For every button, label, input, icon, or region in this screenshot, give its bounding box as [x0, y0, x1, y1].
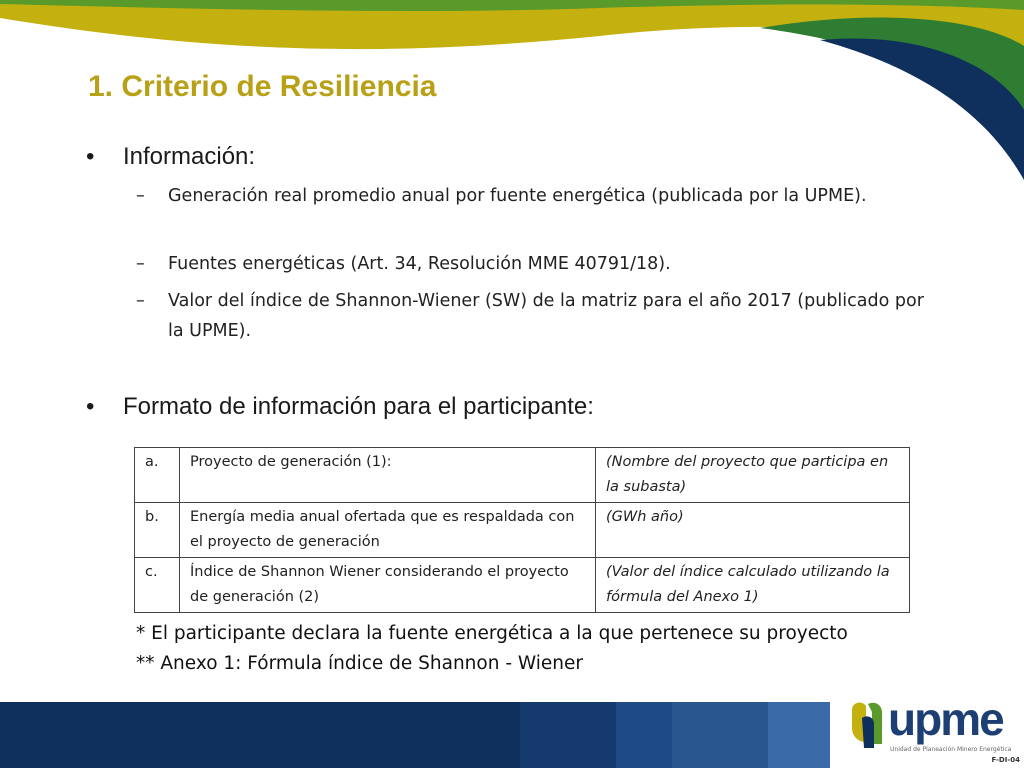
row-key: c.: [135, 558, 180, 613]
table-row: [135, 448, 910, 503]
page-title: 1. Criterio de Resiliencia: [88, 70, 437, 103]
list-item-text: Valor del índice de Shannon-Wiener (SW) de la matriz para el año 2017 (publicado por la UPME).: [168, 291, 924, 341]
footnote-2: ** Anexo 1: Fórmula índice de Shannon - Wiener: [136, 653, 584, 674]
row-value: (GWh año): [596, 503, 910, 558]
bullet-marker: •: [86, 393, 95, 420]
footnote-1: * El participante declara la fuente energética a la que pertenece su proyecto: [136, 623, 848, 644]
upme-logo-subtitle: Unidad de Planeación Minero Energética: [890, 746, 1012, 753]
upme-logo-icon: [848, 698, 886, 748]
list-item-text: Fuentes energéticas (Art. 34, Resolución MME 40791/18).: [168, 254, 671, 274]
list-item-text: Generación real promedio anual por fuente energética (publicada por la UPME).: [168, 186, 867, 206]
bullet-heading: Información:: [123, 143, 256, 170]
list-item: [136, 181, 936, 211]
row-key: a.: [135, 448, 180, 503]
dash-marker: –: [136, 291, 145, 311]
bullet-marker: •: [86, 143, 95, 170]
table-row: [135, 558, 910, 613]
row-value: (Valor del índice calculado utilizando la fórmula del Anexo 1): [596, 558, 910, 613]
upme-logo-text: upme: [888, 693, 1003, 745]
row-label: Índice de Shannon Wiener considerando el proyecto de generación (2): [180, 558, 596, 613]
row-label: Energía media anual ofertada que es respaldada con el proyecto de generación: [180, 503, 596, 558]
bullet-heading: Formato de información para el participante:: [123, 393, 594, 420]
bullet-formato: [86, 393, 594, 421]
table-row: [135, 503, 910, 558]
list-item: [136, 286, 936, 346]
dash-marker: –: [136, 186, 145, 206]
list-item: [136, 249, 936, 279]
page-code: F-DI-04: [991, 756, 1020, 764]
dash-marker: –: [136, 254, 145, 274]
format-table: [134, 447, 910, 613]
row-value: (Nombre del proyecto que participa en la subasta): [596, 448, 910, 503]
row-key: b.: [135, 503, 180, 558]
row-label: Proyecto de generación (1):: [180, 448, 596, 503]
bullet-informacion: [86, 143, 255, 171]
